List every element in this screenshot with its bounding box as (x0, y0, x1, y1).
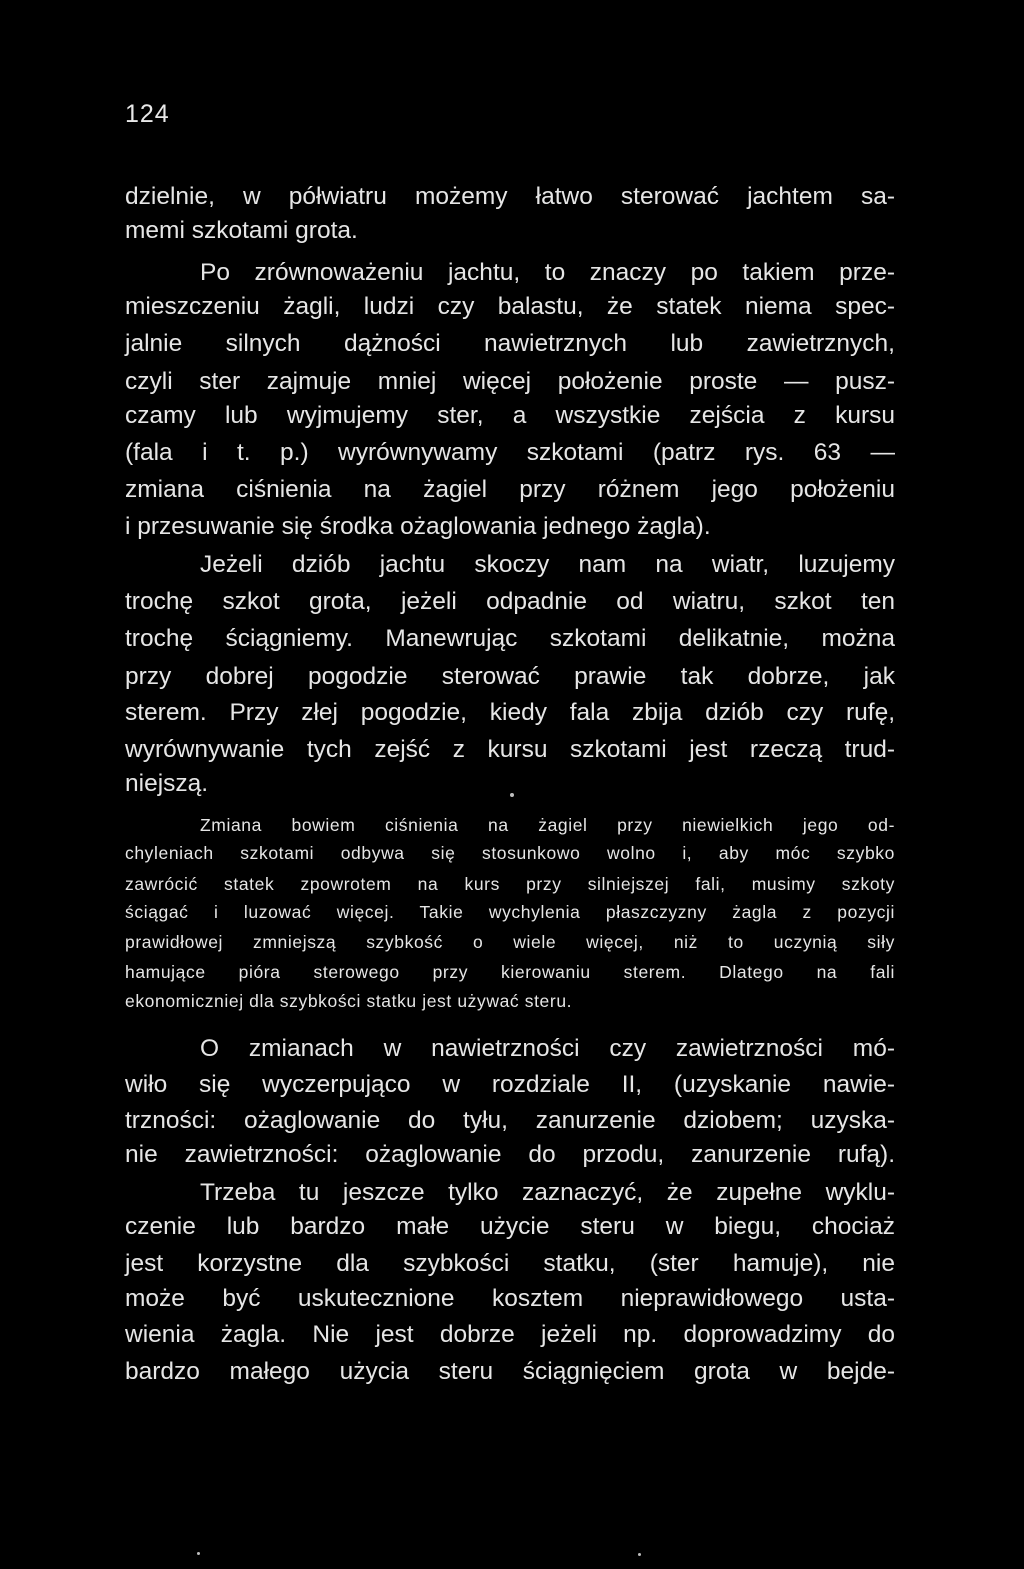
text-line: jalnie silnych dążności nawietrznych lub zawietrznych, (125, 330, 895, 357)
text-line: O zmianach w nawietrzności czy zawietrzności mó- (200, 1035, 895, 1062)
text-line: czyli ster zajmuje mniej więcej położenie proste — pusz- (125, 368, 895, 395)
note-line: ściągać i luzować więcej. Takie wychylenia płaszczyzny żagla z pozycji (125, 902, 895, 922)
text-line: bardzo małego użycia steru ściągnięciem grota w bejde- (125, 1358, 895, 1385)
text-line: wiło się wyczerpująco w rozdziale II, (uzyskanie nawie- (125, 1071, 895, 1098)
stray-dot (197, 1552, 200, 1555)
note-line: zawrócić statek zpowrotem na kurs przy silniejszej fali, musimy szkoty (125, 874, 895, 894)
text-line: trochę ściągniemy. Manewrując szkotami delikatnie, można (125, 625, 895, 652)
text-line: mieszczeniu żagli, ludzi czy balastu, że statek niema spec- (125, 293, 895, 320)
text-line: sterem. Przy złej pogodzie, kiedy fala zbija dziób czy rufę, (125, 699, 895, 726)
text-line: niejszą. (125, 770, 209, 797)
text-line: i przesuwanie się środka ożaglowania jednego żagla). (125, 513, 711, 540)
text-line: przy dobrej pogodzie sterować prawie tak dobrze, jak (125, 663, 895, 690)
text-line: trzności: ożaglowanie do tyłu, zanurzenie dziobem; uzyska- (125, 1107, 895, 1134)
text-line: wienia żagla. Nie jest dobrze jeżeli np. doprowadzimy do (125, 1321, 895, 1348)
text-line: (fala i t. p.) wyrównywamy szkotami (patrz rys. 63 — (125, 439, 895, 466)
note-line: prawidłowej zmniejszą szybkość o wiele więcej, niż to uczynią siły (125, 932, 895, 952)
note-line: ekonomiczniej dla szybkości statku jest używać steru. (125, 991, 573, 1011)
text-line: wyrównywanie tych zejść z kursu szkotami jest rzeczą trud- (125, 736, 895, 763)
text-line: trochę szkot grota, jeżeli odpadnie od wiatru, szkot ten (125, 588, 895, 615)
note-line: hamujące pióra sterowego przy kierowaniu sterem. Dlatego na fali (125, 962, 895, 982)
text-line: jest korzystne dla szybkości statku, (ster hamuje), nie (125, 1250, 895, 1277)
stray-dot (638, 1553, 641, 1556)
text-line: nie zawietrzności: ożaglowanie do przodu, zanurzenie rufą). (125, 1141, 895, 1168)
note-line: chyleniach szkotami odbywa się stosunkowo wolno i, aby móc szybko (125, 843, 895, 863)
text-line: memi szkotami grota. (125, 217, 358, 244)
text-line: zmiana ciśnienia na żagiel przy różnem jego położeniu (125, 476, 895, 503)
text-line: może być uskutecznione kosztem nieprawidłowego usta- (125, 1285, 895, 1312)
text-line: dzielnie, w półwiatru możemy łatwo sterować jachtem sa- (125, 183, 895, 210)
text-line: Po zrównoważeniu jachtu, to znaczy po takiem prze- (200, 259, 895, 286)
text-line: czenie lub bardzo małe użycie steru w biegu, chociaż (125, 1213, 895, 1240)
stray-dot (510, 793, 514, 797)
text-line: Trzeba tu jeszcze tylko zaznaczyć, że zupełne wyklu- (200, 1179, 895, 1206)
text-line: Jeżeli dziób jachtu skoczy nam na wiatr, luzujemy (200, 551, 895, 578)
page-number: 124 (125, 100, 170, 128)
text-line: czamy lub wyjmujemy ster, a wszystkie zejścia z kursu (125, 402, 895, 429)
note-line: Zmiana bowiem ciśnienia na żagiel przy niewielkich jego od- (200, 815, 895, 835)
